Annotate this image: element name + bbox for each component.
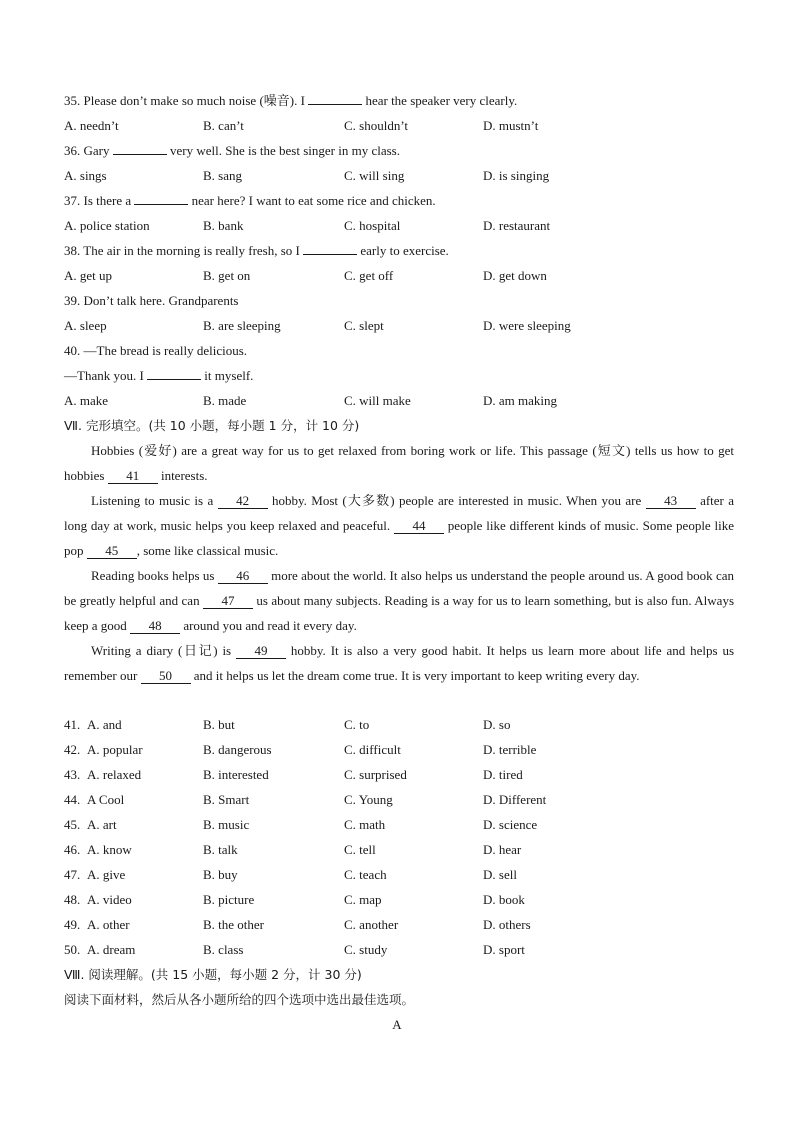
option-b: B. talk — [203, 842, 238, 857]
options-39 — [64, 313, 744, 338]
option-a: A. get up — [64, 268, 113, 283]
options-47: 47. A. give B. buy C. teach D. sell — [64, 862, 744, 887]
options-46: 46. A. know B. talk C. tell D. hear — [64, 837, 744, 862]
option-c: C. will make — [344, 393, 411, 408]
option-d: D. others — [483, 917, 531, 932]
section-7-title: Ⅶ. 完形填空。(共 10 小题，每小题 1 分，计 10 分) — [64, 418, 360, 433]
option-c: C. teach — [344, 867, 387, 882]
blank-44: 44 — [394, 518, 444, 534]
option-b: B. interested — [203, 767, 269, 782]
option-c: C. Young — [344, 792, 393, 807]
section-8-title: Ⅷ. 阅读理解。(共 15 小题，每小题 2 分，计 30 分) — [64, 967, 362, 982]
option-d: D. am making — [483, 393, 558, 408]
option-a: A. other — [87, 917, 130, 932]
question-40-reply: —Thank you. I it myself. — [64, 368, 254, 383]
option-b: B. the other — [203, 917, 265, 932]
answer-blank — [308, 91, 362, 105]
question-38: 38. The air in the morning is really fresh, so I early to exercise. — [64, 243, 449, 258]
option-b: B. made — [203, 393, 247, 408]
option-d: D. so — [483, 717, 511, 732]
option-d: D. terrible — [483, 742, 537, 757]
options-45: 45. A. art B. music C. math D. science — [64, 812, 744, 837]
option-c: C. map — [344, 892, 382, 907]
option-d: D. sport — [483, 942, 525, 957]
option-d: D. hear — [483, 842, 522, 857]
blank-47: 47 — [203, 593, 253, 609]
answer-blank — [147, 366, 201, 380]
options-35 — [64, 113, 744, 138]
option-d: D. get down — [483, 268, 547, 283]
option-c: C. will sing — [344, 168, 405, 183]
option-d: D. science — [483, 817, 538, 832]
option-d: D. restaurant — [483, 218, 551, 233]
option-b: B. buy — [203, 867, 238, 882]
answer-blank — [113, 141, 167, 155]
blank-43: 43 — [646, 493, 696, 509]
passage-label: A — [392, 1017, 402, 1032]
cloze-paragraph-4: Writing a diary (日记) is 49 hobby. It is also a very good habit. It helps us learn more about life and helps us remember our 50 and it helps us let the dream come true. It is very important to keep writing every day. — [64, 643, 735, 683]
section-8-instruction: 阅读下面材料，然后从各小题所给的四个选项中选出最佳选项。 — [64, 992, 415, 1007]
option-c: C. tell — [344, 842, 376, 857]
option-a: A. relaxed — [87, 767, 142, 782]
question-35: 35. Please don’t make so much noise (噪音). I hear the speaker very clearly. — [64, 93, 518, 108]
options-48: 48. A. video B. picture C. map D. book — [64, 887, 744, 912]
cloze-paragraph-2: Listening to music is a 42 hobby. Most (大多数) people are interested in music. When you are 43 after a long day at work, music helps you keep relaxed and peaceful. 44 people like different kinds of music. Some people like pop 45 , some like classical music. — [64, 493, 735, 558]
option-b: B. picture — [203, 892, 255, 907]
question-39: 39. Don’t talk here. Grandparents — [64, 293, 239, 308]
options-42: 42. A. popular B. dangerous C. difficult D. terrible — [64, 737, 744, 762]
option-c: C. hospital — [344, 218, 401, 233]
option-a: A Cool — [87, 792, 125, 807]
option-d: D. sell — [483, 867, 517, 882]
options-37 — [64, 213, 744, 238]
blank-50: 50 — [141, 668, 191, 684]
option-a: A. dream — [87, 942, 136, 957]
option-c: C. difficult — [344, 742, 401, 757]
option-b: B. music — [203, 817, 250, 832]
options-36 — [64, 163, 744, 188]
blank-46: 46 — [218, 568, 268, 584]
option-b: B. are sleeping — [203, 318, 281, 333]
option-a: A. popular — [87, 742, 143, 757]
option-d: D. mustn’t — [483, 118, 539, 133]
options-44: 44. A Cool B. Smart C. Young D. Different — [64, 787, 744, 812]
answer-blank — [303, 241, 357, 255]
option-c: C. study — [344, 942, 388, 957]
question-36: 36. Gary very well. She is the best singer in my class. — [64, 143, 400, 158]
option-c: C. to — [344, 717, 370, 732]
option-c: C. another — [344, 917, 399, 932]
option-a: A. and — [87, 717, 122, 732]
blank-45: 45 — [87, 543, 137, 559]
option-d: D. Different — [483, 792, 547, 807]
option-a: A. police station — [64, 218, 150, 233]
option-a: A. needn’t — [64, 118, 119, 133]
option-a: A. give — [87, 867, 126, 882]
option-b: B. sang — [203, 168, 242, 183]
option-d: D. book — [483, 892, 525, 907]
answer-blank — [134, 191, 188, 205]
blank-41: 41 — [108, 468, 158, 484]
option-b: B. dangerous — [203, 742, 272, 757]
option-a: A. know — [87, 842, 132, 857]
options-49: 49. A. other B. the other C. another D. others — [64, 912, 744, 937]
option-a: A. sings — [64, 168, 107, 183]
option-c: C. get off — [344, 268, 394, 283]
option-b: B. get on — [203, 268, 251, 283]
options-50: 50. A. dream B. class C. study D. sport — [64, 937, 744, 962]
question-37: 37. Is there a near here? I want to eat some rice and chicken. — [64, 193, 436, 208]
option-b: B. class — [203, 942, 244, 957]
question-40: 40. —The bread is really delicious. — [64, 343, 248, 358]
option-c: C. shouldn’t — [344, 118, 409, 133]
option-d: D. were sleeping — [483, 318, 571, 333]
option-b: B. Smart — [203, 792, 250, 807]
options-41: 41. A. and B. but C. to D. so — [64, 712, 744, 737]
cloze-paragraph-3: Reading books helps us 46 more about the world. It also helps us understand the people around us. A good book can be greatly helpful and can 47 us about many subjects. Reading is a way for us to learn something, but is also fun. Always keep a good 48 around you and read it every day. — [64, 568, 735, 633]
cloze-paragraph-1: Hobbies (爱好) are a great way for us to get relaxed from boring work or life. This passage (短文) tells us how to get hobbies 41 interests. — [64, 443, 734, 483]
option-c: C. math — [344, 817, 386, 832]
option-a: A. video — [87, 892, 132, 907]
option-a: A. make — [64, 393, 109, 408]
options-43: 43. A. relaxed B. interested C. surprised D. tired — [64, 762, 744, 787]
blank-49: 49 — [236, 643, 286, 659]
options-38 — [64, 263, 744, 288]
option-b: B. bank — [203, 218, 244, 233]
option-c: C. slept — [344, 318, 384, 333]
blank-48: 48 — [130, 618, 180, 634]
option-d: D. is singing — [483, 168, 550, 183]
option-a: A. art — [87, 817, 117, 832]
option-b: B. but — [203, 717, 235, 732]
blank-42: 42 — [218, 493, 268, 509]
options-40 — [64, 388, 744, 413]
option-d: D. tired — [483, 767, 523, 782]
option-c: C. surprised — [344, 767, 407, 782]
option-b: B. can’t — [203, 118, 244, 133]
option-a: A. sleep — [64, 318, 107, 333]
